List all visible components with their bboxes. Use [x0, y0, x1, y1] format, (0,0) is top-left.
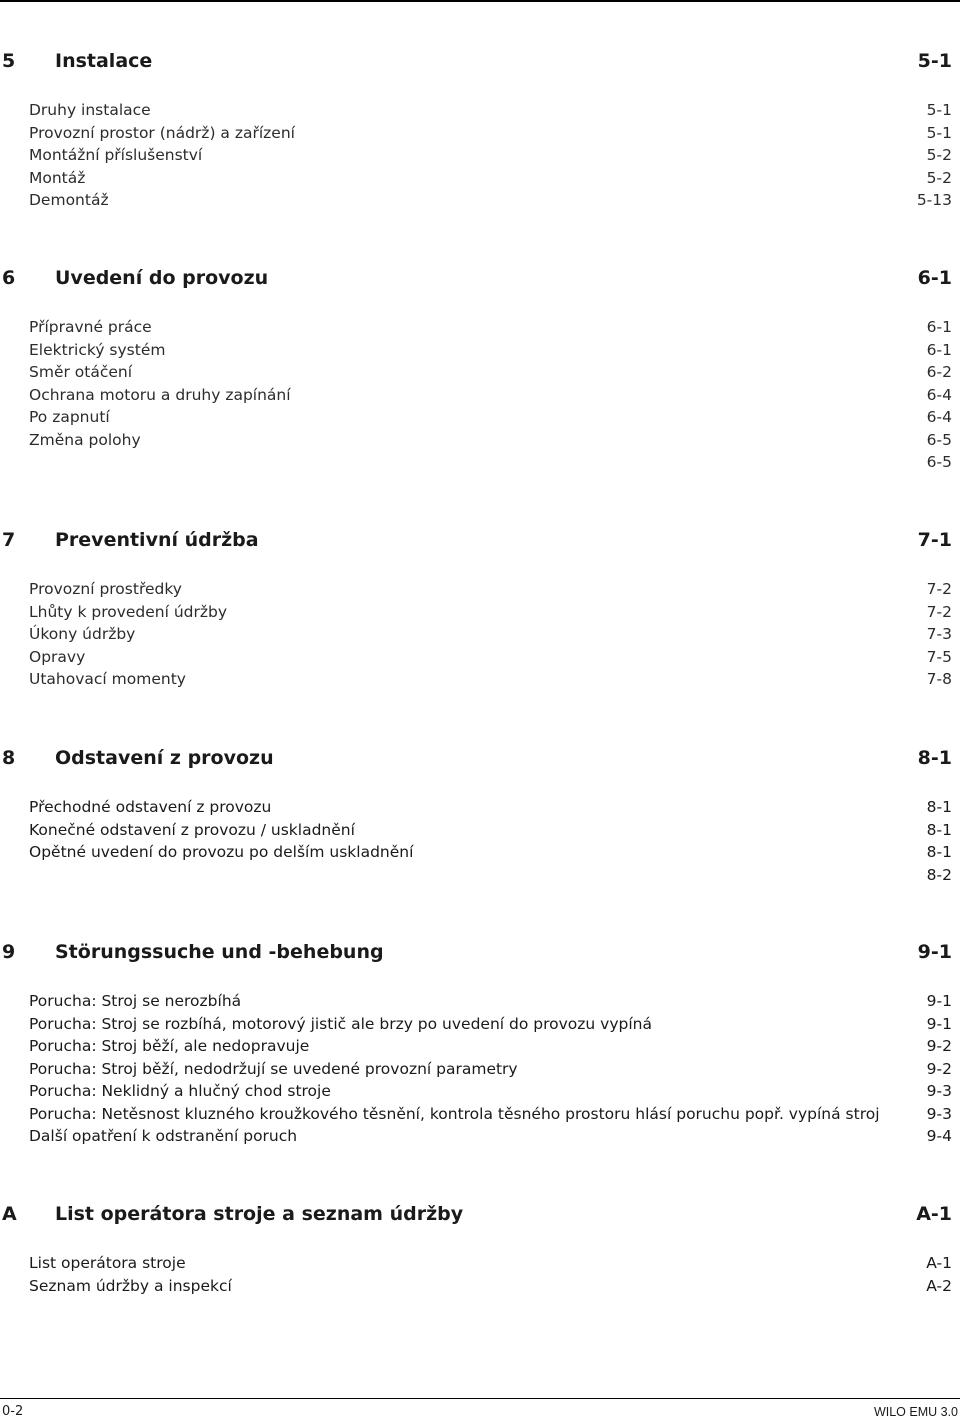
section-heading: [0, 267, 960, 297]
entry-page: 5-13: [916, 191, 952, 209]
section-title: List operátora stroje a seznam údržby: [55, 1203, 464, 1225]
entry-page: A-1: [926, 1254, 952, 1272]
entry-title: Provozní prostor (nádrž) a zařízení: [29, 123, 295, 142]
entry-page: 7-8: [926, 670, 952, 688]
entry-title: List operátora stroje: [29, 1254, 186, 1272]
entry-page: 8-1: [926, 843, 952, 861]
section-page: 5-1: [917, 50, 952, 72]
entry-title: Změna polohy: [29, 430, 141, 449]
entry-title: Porucha: Stroj běží, nedodržují se uvedené provozní parametry: [29, 1059, 518, 1078]
entry-page: 9-2: [926, 1059, 952, 1078]
entry-title: Opětné uvedení do provozu po delším uskladnění: [29, 843, 414, 861]
footer-document-label: WILO EMU 3.0: [873, 1405, 958, 1419]
toc-section-8: [0, 747, 960, 888]
entry-page: 5-1: [926, 123, 952, 142]
toc-entry: [0, 191, 960, 214]
entry-title: Montážní příslušenství: [29, 146, 203, 164]
entry-page: A-2: [926, 1276, 952, 1295]
entry-page: 5-2: [926, 168, 952, 187]
toc-entry: [0, 1105, 960, 1128]
section-number: 5: [2, 50, 16, 72]
entry-title: Porucha: Stroj se rozbíhá, motorový jistič ale brzy po uvedení do provozu vypíná: [29, 1014, 652, 1033]
entry-page: 6-5: [926, 430, 952, 449]
toc-entry: [0, 580, 960, 603]
toc-entry: [0, 1015, 960, 1038]
section-heading: [0, 747, 960, 777]
entry-title: Seznam údržby a inspekcí: [29, 1276, 232, 1295]
toc-entry: [0, 670, 960, 693]
section-title: Preventivní údržba: [55, 529, 259, 551]
toc-entry: [0, 101, 960, 124]
toc-entry: [0, 821, 960, 844]
toc-entry: [0, 843, 960, 866]
entry-title: Lhůty k provedení údržby: [29, 602, 228, 621]
section-heading: [0, 529, 960, 559]
section-entries: [0, 101, 960, 214]
section-page: 9-1: [917, 941, 952, 963]
entry-page: 7-2: [926, 580, 952, 598]
toc-entry: [0, 318, 960, 341]
section-entries: [0, 1254, 960, 1299]
entry-page: 6-2: [926, 363, 952, 381]
entry-title: Opravy: [29, 647, 86, 666]
section-page: 6-1: [917, 267, 952, 289]
section-page: 8-1: [917, 747, 952, 769]
entry-page: 8-1: [926, 820, 952, 839]
entry-page: 9-1: [926, 992, 952, 1010]
section-heading: [0, 1203, 960, 1233]
toc-entry: [0, 1254, 960, 1277]
entry-page: 6-1: [926, 318, 952, 336]
section-number: 7: [2, 529, 16, 551]
toc-entry: [0, 1277, 960, 1300]
entry-title: Porucha: Neklidný a hlučný chod stroje: [29, 1082, 331, 1100]
entry-title: Přípravné práce: [29, 318, 152, 336]
section-number: 8: [2, 747, 16, 769]
footer-page-number: 0-2: [2, 1404, 24, 1419]
entry-title: Elektrický systém: [29, 340, 166, 359]
toc-entry: [0, 363, 960, 386]
entry-page: 7-3: [926, 625, 952, 643]
entry-page: 7-5: [926, 647, 952, 666]
toc-entry: [0, 408, 960, 431]
top-rule: [0, 0, 960, 2]
entry-title: Ochrana motoru a druhy zapínání: [29, 385, 291, 404]
section-heading: [0, 50, 960, 80]
toc-section-6: [0, 267, 960, 476]
toc-section-a: [0, 1203, 960, 1299]
entry-title: Další opatření k odstranění poruch: [29, 1127, 298, 1145]
toc-entry: [0, 1127, 960, 1150]
entry-page: 6-5: [926, 453, 952, 471]
entry-page: 9-4: [926, 1127, 952, 1145]
entry-page: 5-1: [926, 101, 952, 119]
section-number: 6: [2, 267, 16, 289]
toc-section-5: [0, 50, 960, 214]
entry-title: Provozní prostředky: [29, 580, 182, 598]
entry-title: Utahovací momenty: [29, 670, 186, 688]
section-title: Instalace: [55, 50, 153, 72]
section-title: Uvedení do provozu: [55, 267, 269, 289]
entry-page: 8-2: [926, 865, 952, 884]
entry-title: Montáž: [29, 168, 86, 187]
toc-entry: [0, 453, 960, 476]
section-title: Störungssuche und -behebung: [55, 941, 384, 963]
entry-title: Porucha: Stroj se nerozbíhá: [29, 992, 242, 1010]
toc-entry: [0, 341, 960, 364]
entry-page: 6-1: [926, 340, 952, 359]
entry-page: 6-4: [926, 385, 952, 404]
entry-page: 8-1: [926, 798, 952, 816]
footer-rule: [0, 1398, 960, 1399]
section-title: Odstavení z provozu: [55, 747, 274, 769]
section-heading: [0, 941, 960, 971]
section-entries: [0, 318, 960, 476]
section-entries: [0, 580, 960, 693]
section-entries: [0, 992, 960, 1150]
entry-title: Úkony údržby: [29, 625, 136, 643]
toc-entry: [0, 124, 960, 147]
section-number: 9: [2, 941, 16, 963]
toc-entry: [0, 625, 960, 648]
entry-title: Konečné odstavení z provozu / uskladnění: [29, 820, 355, 839]
toc-entry: [0, 386, 960, 409]
entry-page: 9-3: [926, 1082, 952, 1100]
entry-page: 9-1: [926, 1014, 952, 1033]
entry-page: 7-2: [926, 602, 952, 621]
toc-section-7: [0, 529, 960, 693]
section-number: A: [2, 1203, 17, 1225]
toc-entry: [0, 603, 960, 626]
entry-title: Přechodné odstavení z provozu: [29, 798, 272, 816]
toc-entry: [0, 866, 960, 889]
toc-entry: [0, 1060, 960, 1083]
entry-title: Porucha: Netěsnost kluzného kroužkového těsnění, kontrola těsného prostoru hlásí poruchu popř. vypíná stroj: [29, 1104, 880, 1123]
entry-page: 9-2: [926, 1037, 952, 1055]
toc-entry: [0, 169, 960, 192]
entry-title: Demontáž: [29, 191, 109, 209]
toc-entry: [0, 146, 960, 169]
entry-title: Směr otáčení: [29, 363, 133, 381]
section-page: A-1: [916, 1203, 952, 1225]
toc-entry: [0, 992, 960, 1015]
entry-page: 9-3: [926, 1104, 952, 1123]
toc-section-9: [0, 941, 960, 1150]
toc-entry: [0, 648, 960, 671]
entry-page: 6-4: [926, 408, 952, 426]
toc-entry: [0, 798, 960, 821]
toc-entry: [0, 431, 960, 454]
section-entries: [0, 798, 960, 888]
entry-page: 5-2: [926, 146, 952, 164]
toc-entry: [0, 1037, 960, 1060]
entry-title: Porucha: Stroj běží, ale nedopravuje: [29, 1037, 310, 1055]
entry-title: Po zapnutí: [29, 408, 110, 426]
toc-entry: [0, 1082, 960, 1105]
entry-title: Druhy instalace: [29, 101, 151, 119]
section-page: 7-1: [917, 529, 952, 551]
